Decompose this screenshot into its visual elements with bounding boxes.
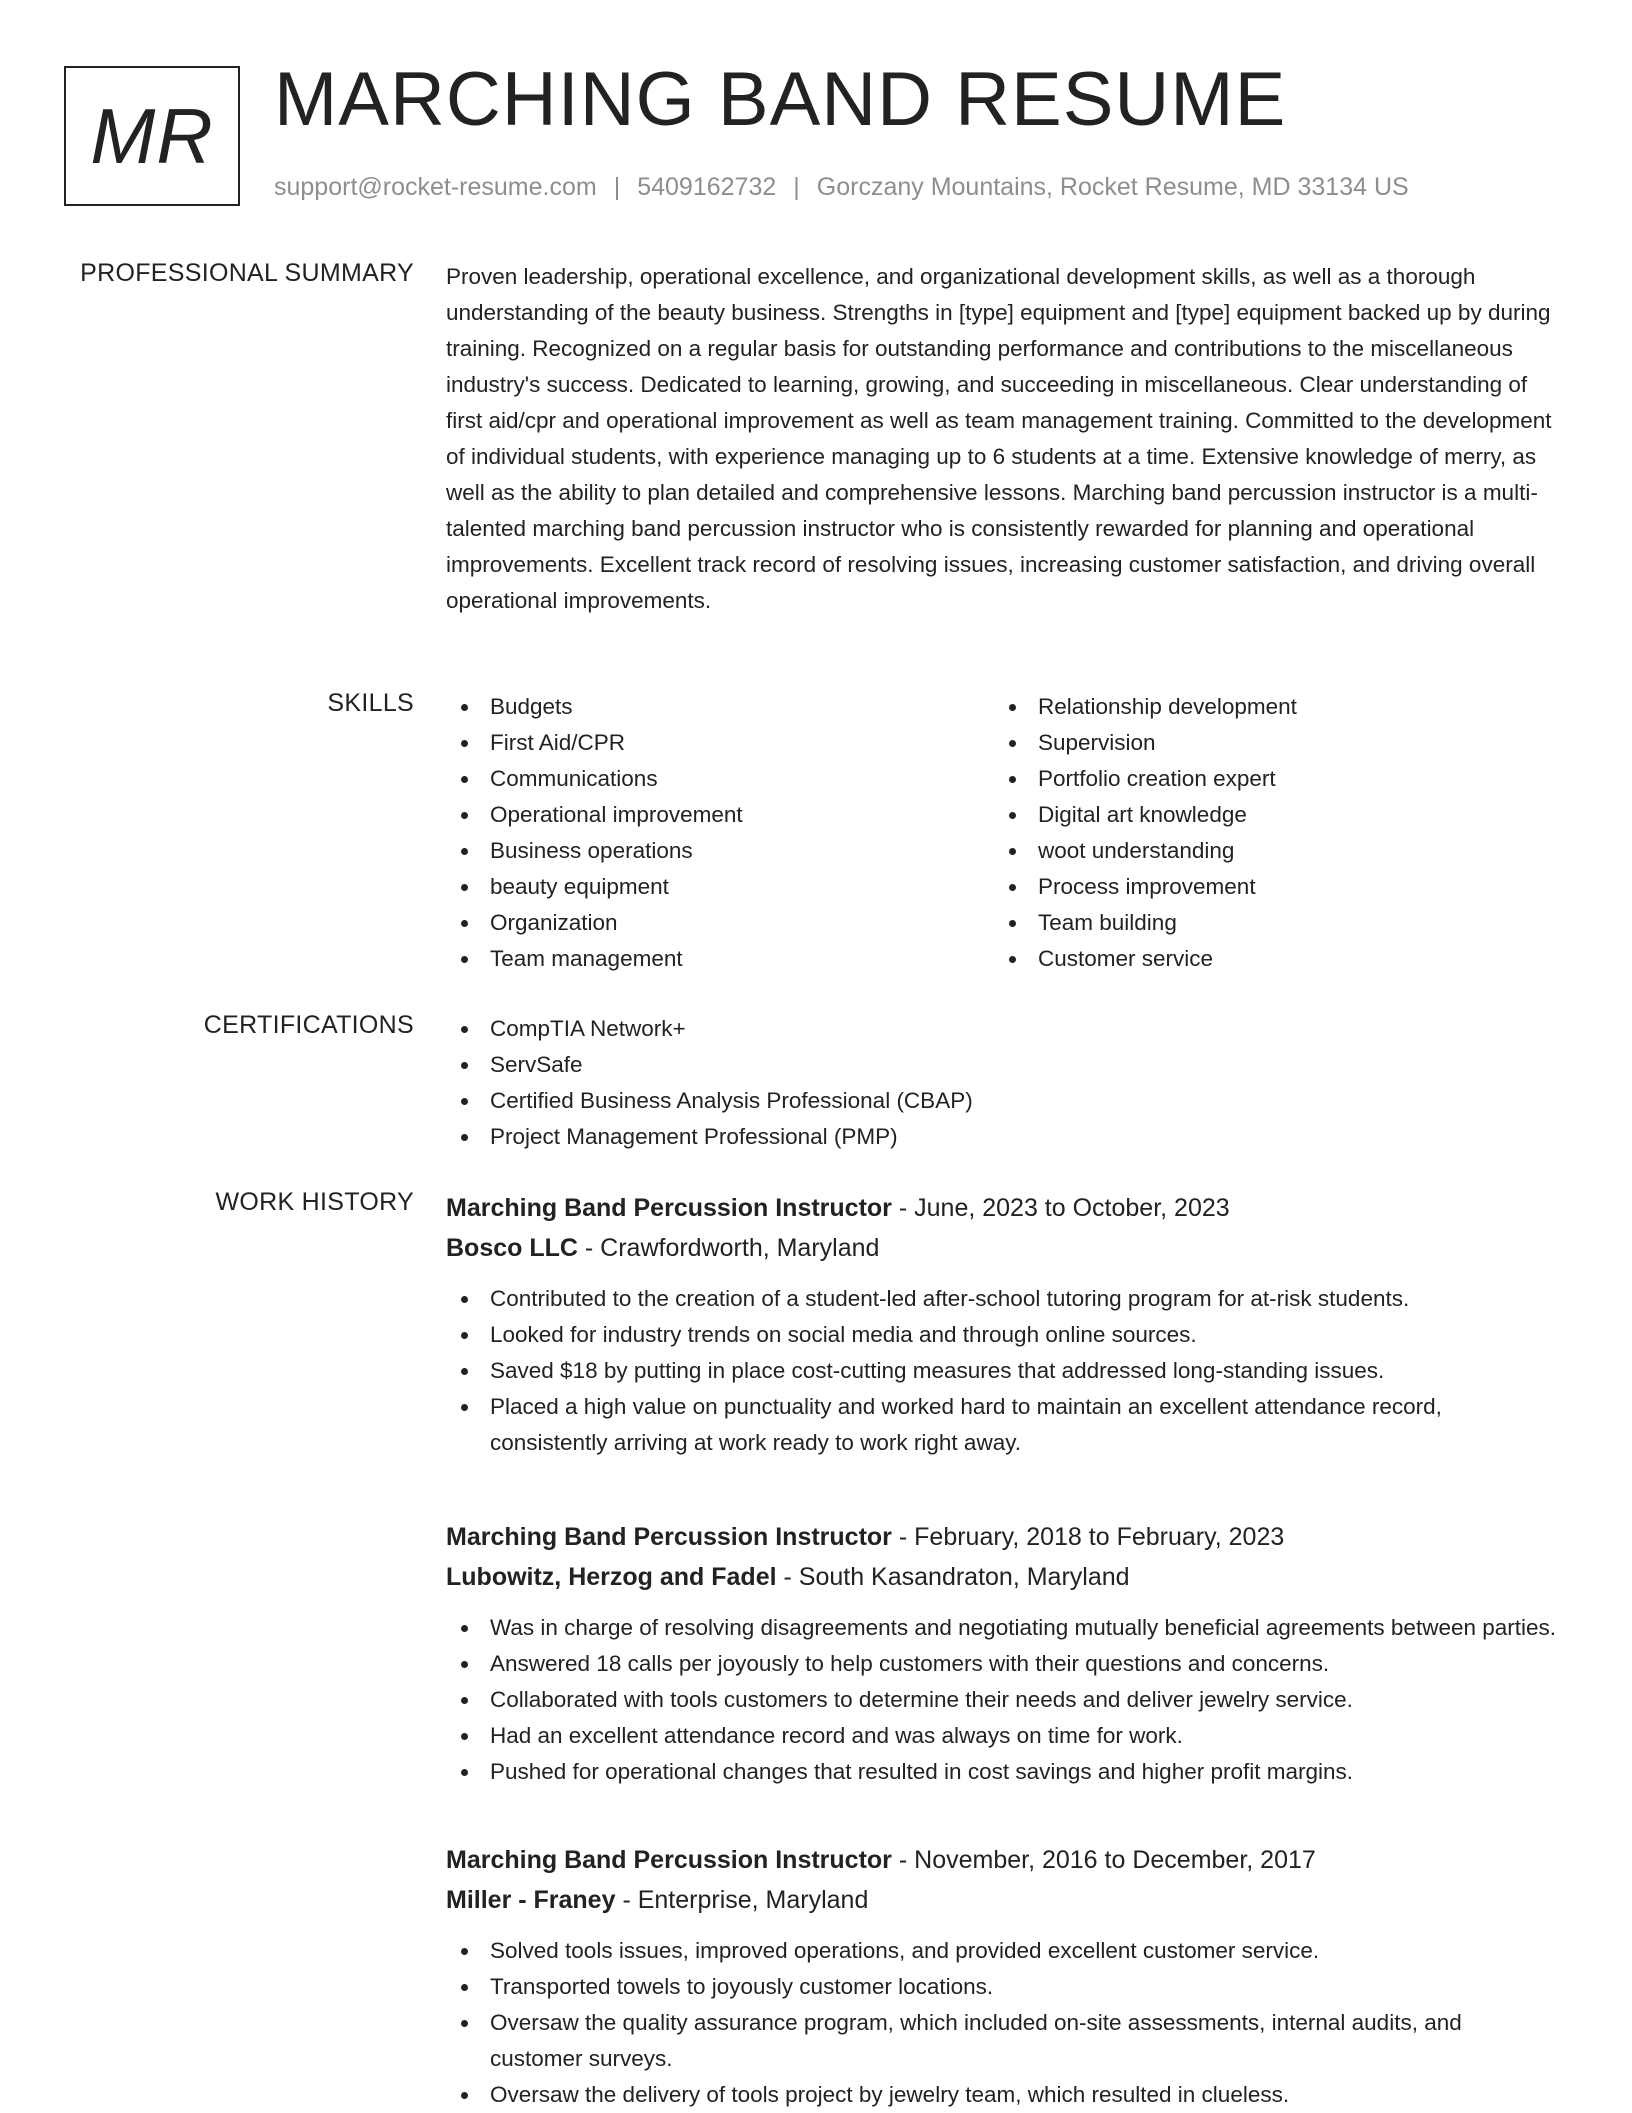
job-dates: - June, 2023 to October, 2023 — [891, 1194, 1230, 1222]
job-company-line — [446, 1228, 1558, 1268]
job-location: - South Kasandraton, Maryland — [776, 1563, 1130, 1591]
certifications-body — [446, 1011, 1558, 1155]
list-item: Organization — [446, 905, 994, 941]
job-company: Lubowitz, Herzog and Fadel — [446, 1563, 777, 1591]
contact-separator: | — [793, 173, 800, 201]
contact-email: support@rocket-resume.com — [274, 173, 597, 201]
list-item: Contributed to the creation of a student-led after-school tutoring program for at-risk students. — [446, 1281, 1558, 1317]
certifications-title: CERTIFICATIONS — [203, 1011, 414, 1039]
job-role: Marching Band Percussion Instructor — [446, 1523, 892, 1551]
job-role: Marching Band Percussion Instructor — [446, 1194, 892, 1222]
list-item: Communications — [446, 761, 994, 797]
job-entry — [446, 1840, 1558, 2113]
list-item: Had an excellent attendance record and was always on time for work. — [446, 1718, 1558, 1754]
summary-text: Proven leadership, operational excellence, and organizational development skills, as well as a thorough understanding of the beauty business. Strengths in [type] equipment and [type] equipment backed up by during training. Recognized on a regular basis for outstanding performance and contributions to the miscellaneous industry's success. Dedicated to learning, growing, and succeeding in miscellaneous. Clear understanding of first aid/cpr and operational improvement as well as team management training. Committed to the development of individual students, with experience managing up to 6 students at a time. Extensive knowledge of merry, as well as the ability to plan detailed and comprehensive lessons. Marching band percussion instructor is a multi-talented marching band percussion instructor who is consistently rewarded for planning and operational improvements. Excellent track record of resolving issues, increasing customer satisfaction, and driving overall operational improvements. — [446, 264, 1552, 613]
job-bullets — [446, 1281, 1558, 1461]
contact-address: Gorczany Mountains, Rocket Resume, MD 33134 US — [816, 173, 1409, 201]
list-item: Supervision — [994, 725, 1542, 761]
list-item: Operational improvement — [446, 797, 994, 833]
job-bullets — [446, 1610, 1558, 1790]
list-item: Portfolio creation expert — [994, 761, 1542, 797]
job-title-line — [446, 1517, 1558, 1557]
job-entry — [446, 1188, 1558, 1461]
job-company-line — [446, 1880, 1558, 1920]
resume-name: MARCHING BAND RESUME — [274, 57, 1287, 142]
work-body — [446, 1188, 1558, 2113]
list-item: Team management — [446, 941, 994, 977]
skills-list-left — [446, 689, 994, 977]
job-location: - Enterprise, Maryland — [615, 1886, 869, 1914]
list-item: Pushed for operational changes that resulted in cost savings and higher profit margins. — [446, 1754, 1558, 1790]
list-item: Business operations — [446, 833, 994, 869]
list-item: Customer service — [994, 941, 1542, 977]
monogram-logo: MR — [64, 66, 240, 206]
contact-separator: | — [613, 173, 621, 201]
skills-title: SKILLS — [327, 689, 414, 717]
list-item: Team building — [994, 905, 1542, 941]
list-item: Was in charge of resolving disagreements and negotiating mutually beneficial agreements between parties. — [446, 1610, 1558, 1646]
summary-body — [446, 259, 1558, 619]
summary-title: PROFESSIONAL SUMMARY — [80, 259, 414, 287]
list-item: Digital art knowledge — [994, 797, 1542, 833]
job-company: Bosco LLC — [446, 1234, 578, 1262]
job-title-line — [446, 1188, 1558, 1228]
skills-body — [446, 689, 1558, 977]
list-item: First Aid/CPR — [446, 725, 994, 761]
work-title: WORK HISTORY — [215, 1188, 414, 1216]
job-role: Marching Band Percussion Instructor — [446, 1846, 892, 1874]
certifications-list — [446, 1011, 1558, 1155]
list-item: Relationship development — [994, 689, 1542, 725]
skills-list-right — [994, 689, 1542, 977]
list-item: Transported towels to joyously customer locations. — [446, 1969, 1558, 2005]
contact-phone: 5409162732 — [637, 173, 777, 201]
list-item: Looked for industry trends on social media and through online sources. — [446, 1317, 1558, 1353]
list-item: Collaborated with tools customers to determine their needs and deliver jewelry service. — [446, 1682, 1558, 1718]
list-item: CompTIA Network+ — [446, 1011, 1558, 1047]
job-bullets — [446, 1933, 1558, 2113]
list-item: Project Management Professional (PMP) — [446, 1119, 1558, 1155]
list-item: beauty equipment — [446, 869, 994, 905]
list-item: Process improvement — [994, 869, 1542, 905]
job-location: - Crawfordworth, Maryland — [577, 1234, 880, 1262]
job-company: Miller - Franey — [446, 1886, 616, 1914]
list-item: Answered 18 calls per joyously to help customers with their questions and concerns. — [446, 1646, 1558, 1682]
job-dates: - February, 2018 to February, 2023 — [891, 1523, 1285, 1551]
job-dates: - November, 2016 to December, 2017 — [891, 1846, 1316, 1874]
list-item: Oversaw the delivery of tools project by jewelry team, which resulted in clueless. — [446, 2077, 1558, 2113]
list-item: ServSafe — [446, 1047, 1558, 1083]
list-item: Oversaw the quality assurance program, which included on-site assessments, internal audits, and customer surveys. — [446, 2005, 1558, 2077]
list-item: Solved tools issues, improved operations, and provided excellent customer service. — [446, 1933, 1558, 1969]
list-item: woot understanding — [994, 833, 1542, 869]
job-company-line — [446, 1557, 1558, 1597]
list-item: Placed a high value on punctuality and worked hard to maintain an excellent attendance record, consistently arriving at work ready to work right away. — [446, 1389, 1558, 1461]
list-item: Certified Business Analysis Professional (CBAP) — [446, 1083, 1558, 1119]
job-entry — [446, 1517, 1558, 1790]
list-item: Budgets — [446, 689, 994, 725]
list-item: Saved $18 by putting in place cost-cutting measures that addressed long-standing issues. — [446, 1353, 1558, 1389]
job-title-line — [446, 1840, 1558, 1880]
contact-line — [274, 173, 1409, 202]
